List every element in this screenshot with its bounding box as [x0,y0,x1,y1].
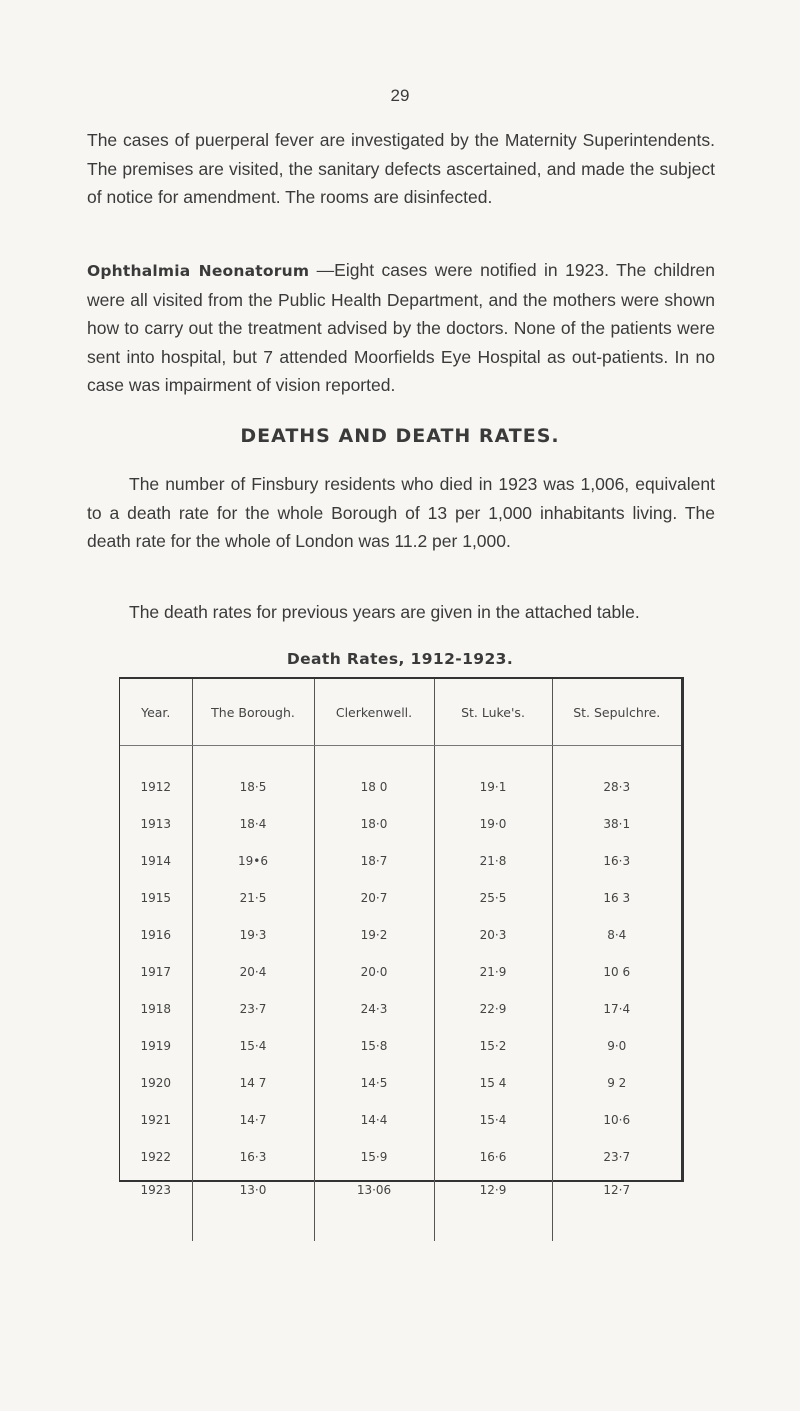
header-borough: The Borough. [192,679,314,746]
cell-year: 1916 [140,927,172,942]
cell-borough: 14·7 [192,1101,314,1138]
cell-clerkenwell: 20·7 [314,879,434,916]
table-title: Death Rates, 1912-1923. [286,650,514,668]
cell-borough: 21·5 [192,879,314,916]
cell-year: 1918 [140,1001,172,1016]
cell-year: 1920 [140,1075,172,1090]
header-st-lukes: St. Luke's. [434,679,552,746]
cell-st-sepulchre: 9·0 [552,1027,681,1064]
table-row [120,805,681,842]
table-row [120,990,681,1027]
ophthalmia-lead-heading: Ophthalmia Neonatorum [87,262,310,280]
paragraph-ophthalmia [87,256,715,400]
table-row [120,1101,681,1138]
cell-borough: 23·7 [192,990,314,1027]
cell-clerkenwell: 24·3 [314,990,434,1027]
cell-borough: 18·4 [192,805,314,842]
cell-clerkenwell: 20·0 [314,953,434,990]
table-row [120,916,681,953]
cell-clerkenwell: 18·0 [314,805,434,842]
cell-st-lukes: 16·6 [434,1138,552,1175]
cell-year: 1913 [140,816,172,831]
cell-st-lukes: 25·5 [434,879,552,916]
table-row [120,953,681,990]
cell-st-sepulchre: 17·4 [552,990,681,1027]
cell-year: 1919 [140,1038,172,1053]
cell-st-lukes: 12·9 [434,1175,552,1241]
table-row [120,1175,681,1241]
cell-year: 1912 [140,779,172,794]
cell-year: 1914 [140,853,172,868]
table-row [120,746,681,806]
table-header-row [120,679,681,746]
cell-year: 1921 [140,1112,172,1127]
cell-borough: 18·5 [192,746,314,806]
cell-st-sepulchre: 38·1 [552,805,681,842]
cell-st-sepulchre: 8·4 [552,916,681,953]
cell-borough: 16·3 [192,1138,314,1175]
ophthalmia-body-text: —Eight cases were notified in 1923. The children were all visited from the Public Health Department, and the mothers were shown how to carry out the treatment advised by the doctors. None of the patients were sent into hospital, but 7 attended Moorfields Eye Hospital as out-patients. In no case was impairment of vision reported. [87,260,716,395]
cell-st-sepulchre: 16·3 [552,842,681,879]
cell-st-lukes: 15·2 [434,1027,552,1064]
cell-st-lukes: 21·9 [434,953,552,990]
cell-st-sepulchre: 28·3 [552,746,681,806]
cell-year: 1922 [140,1149,172,1164]
header-st-sepulchre: St. Sepulchre. [552,679,681,746]
cell-st-sepulchre: 10·6 [552,1101,681,1138]
cell-borough: 14 7 [192,1064,314,1101]
cell-clerkenwell: 15·8 [314,1027,434,1064]
cell-year: 1917 [140,964,172,979]
cell-borough: 19·3 [192,916,314,953]
table-body [120,746,681,1242]
cell-st-lukes: 19·1 [434,746,552,806]
table-row [120,879,681,916]
cell-clerkenwell: 14·4 [314,1101,434,1138]
header-clerkenwell: Clerkenwell. [314,679,434,746]
cell-st-lukes: 22·9 [434,990,552,1027]
cell-year: 1915 [140,890,172,905]
header-year: Year. [120,679,192,746]
cell-borough: 15·4 [192,1027,314,1064]
cell-clerkenwell: 18·7 [314,842,434,879]
cell-st-lukes: 20·3 [434,916,552,953]
cell-clerkenwell: 19·2 [314,916,434,953]
paragraph-previous-years: The death rates for previous years are given in the attached table. [129,602,640,622]
cell-clerkenwell: 14·5 [314,1064,434,1101]
cell-st-sepulchre: 16 3 [552,879,681,916]
cell-clerkenwell: 15·9 [314,1138,434,1175]
cell-clerkenwell: 18 0 [314,746,434,806]
table-row [120,842,681,879]
table-row [120,1064,681,1101]
section-heading: DEATHS AND DEATH RATES. [240,425,560,447]
cell-st-lukes: 15·4 [434,1101,552,1138]
cell-st-lukes: 19·0 [434,805,552,842]
death-rates-table [120,679,681,1241]
cell-st-sepulchre: 23·7 [552,1138,681,1175]
cell-borough: 19•6 [192,842,314,879]
paragraph-deaths: The number of Finsbury residents who died in 1923 was 1,006, equivalent to a death rate for the whole Borough of 13 per 1,000 inhabitants living. The death rate for the whole of London was 11.2 per 1,000. [87,474,715,551]
cell-st-sepulchre: 9 2 [552,1064,681,1101]
cell-borough: 13·0 [192,1175,314,1241]
cell-borough: 20·4 [192,953,314,990]
cell-st-sepulchre: 12·7 [552,1175,681,1241]
cell-st-lukes: 21·8 [434,842,552,879]
table-row [120,1138,681,1175]
page-number: 29 [390,86,410,105]
cell-year: 1923 [140,1183,172,1197]
paragraph-puerperal-fever: The cases of puerperal fever are investigated by the Maternity Superintendents. The premises are visited, the sanitary defects ascertained, and made the subject of notice for amendment. The rooms are disinfected. [87,130,715,207]
cell-clerkenwell: 13·06 [314,1175,434,1241]
death-rates-table-frame [119,677,684,1197]
table-row [120,1027,681,1064]
cell-st-lukes: 15 4 [434,1064,552,1101]
cell-st-sepulchre: 10 6 [552,953,681,990]
